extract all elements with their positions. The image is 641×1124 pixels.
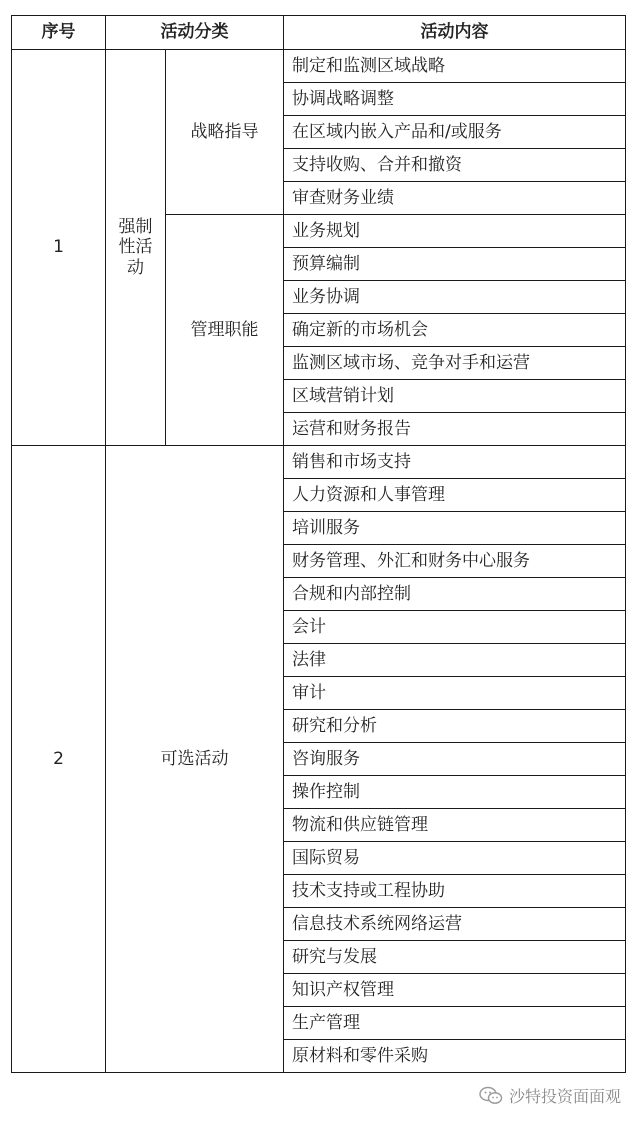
content-cell: 运营和财务报告 bbox=[284, 413, 626, 446]
category-label: 强制性活动 bbox=[118, 216, 153, 278]
content-cell: 支持收购、合并和撤资 bbox=[284, 149, 626, 182]
content-cell: 技术支持或工程协助 bbox=[284, 875, 626, 908]
content-cell: 知识产权管理 bbox=[284, 974, 626, 1007]
table-row bbox=[12, 446, 626, 479]
content-cell: 会计 bbox=[284, 611, 626, 644]
table-row bbox=[12, 50, 626, 83]
seq-cell: 1 bbox=[12, 50, 106, 446]
content-cell: 确定新的市场机会 bbox=[284, 314, 626, 347]
content-cell: 生产管理 bbox=[284, 1007, 626, 1040]
watermark-text: 沙特投资面面观 bbox=[508, 1087, 621, 1106]
content-cell: 审计 bbox=[284, 677, 626, 710]
table-body bbox=[12, 50, 626, 1073]
content-cell: 协调战略调整 bbox=[284, 83, 626, 116]
category-cell: 可选活动 bbox=[106, 446, 284, 1073]
subcategory-cell: 管理职能 bbox=[166, 215, 284, 446]
seq-cell: 2 bbox=[12, 446, 106, 1073]
content-cell: 审查财务业绩 bbox=[284, 182, 626, 215]
content-cell: 合规和内部控制 bbox=[284, 578, 626, 611]
category-cell bbox=[106, 50, 166, 446]
content-cell: 监测区域市场、竞争对手和运营 bbox=[284, 347, 626, 380]
content-cell: 制定和监测区域战略 bbox=[284, 50, 626, 83]
content-cell: 国际贸易 bbox=[284, 842, 626, 875]
wechat-icon bbox=[479, 1086, 503, 1106]
content-cell: 销售和市场支持 bbox=[284, 446, 626, 479]
activity-table bbox=[11, 15, 626, 1073]
content-cell: 业务协调 bbox=[284, 281, 626, 314]
content-cell: 培训服务 bbox=[284, 512, 626, 545]
watermark bbox=[479, 1084, 621, 1107]
content-cell: 业务规划 bbox=[284, 215, 626, 248]
content-cell: 在区域内嵌入产品和/或服务 bbox=[284, 116, 626, 149]
content-cell: 物流和供应链管理 bbox=[284, 809, 626, 842]
header-content: 活动内容 bbox=[284, 16, 626, 50]
content-cell: 区域营销计划 bbox=[284, 380, 626, 413]
header-row bbox=[12, 16, 626, 50]
subcategory-cell: 战略指导 bbox=[166, 50, 284, 215]
content-cell: 研究与发展 bbox=[284, 941, 626, 974]
content-cell: 人力资源和人事管理 bbox=[284, 479, 626, 512]
content-cell: 咨询服务 bbox=[284, 743, 626, 776]
content-cell: 原材料和零件采购 bbox=[284, 1040, 626, 1073]
content-cell: 财务管理、外汇和财务中心服务 bbox=[284, 545, 626, 578]
content-cell: 操作控制 bbox=[284, 776, 626, 809]
content-cell: 预算编制 bbox=[284, 248, 626, 281]
header-seq: 序号 bbox=[12, 16, 106, 50]
header-category: 活动分类 bbox=[106, 16, 284, 50]
content-cell: 研究和分析 bbox=[284, 710, 626, 743]
content-cell: 信息技术系统网络运营 bbox=[284, 908, 626, 941]
content-cell: 法律 bbox=[284, 644, 626, 677]
